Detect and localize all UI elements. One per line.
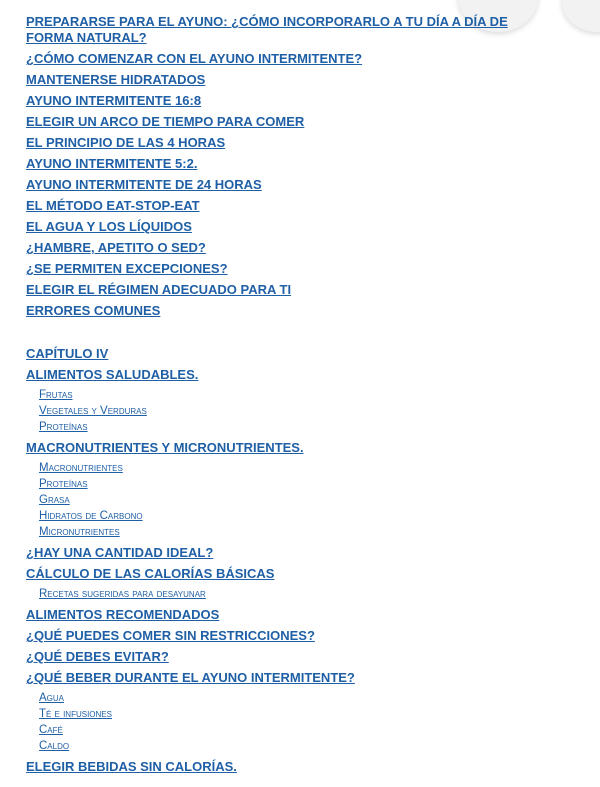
section-spacer [26,324,546,346]
toc-sublink-micronutrients[interactable]: Micronutrientes [39,526,120,538]
toc-link-preparing-fasting[interactable]: PREPARARSE PARA EL AYUNO: ¿CÓMO INCORPORARLO A TU DÍA A DÍA DE FORMA NATURAL? [26,14,508,45]
toc-link-how-to-start[interactable]: ¿CÓMO COMENZAR CON EL AYUNO INTERMITENTE? [26,51,363,66]
toc-link-water-liquids[interactable]: EL AGUA Y LOS LÍQUIDOS [26,219,192,234]
toc-link-hydration[interactable]: MANTENERSE HIDRATADOS [26,72,206,87]
toc-link-macro-micronutrients[interactable]: MACRONUTRIENTES Y MICRONUTRIENTES. [26,440,304,455]
toc-link-common-errors[interactable]: ERRORES COMUNES [26,303,161,318]
toc-link-what-to-drink[interactable]: ¿QUÉ BEBER DURANTE EL AYUNO INTERMITENTE? [26,670,355,685]
toc-link-recommended-foods[interactable]: ALIMENTOS RECOMENDADOS [26,607,220,622]
toc-sublink-macronutrients[interactable]: Macronutrientes [39,462,123,474]
toc-link-ideal-amount[interactable]: ¿HAY UNA CANTIDAD IDEAL? [26,545,214,560]
toc-link-choose-regime[interactable]: ELEGIR EL RÉGIMEN ADECUADO PARA TI [26,282,292,297]
toc-link-what-to-avoid[interactable]: ¿QUÉ DEBES EVITAR? [26,649,169,664]
toc-link-fasting-16-8[interactable]: AYUNO INTERMITENTE 16:8 [26,93,202,108]
toc-sublink-carbohydrates[interactable]: Hidratos de Carbono [39,510,143,522]
toc-link-fasting-24h[interactable]: AYUNO INTERMITENTE DE 24 HORAS [26,177,262,192]
toc-link-healthy-foods[interactable]: ALIMENTOS SALUDABLES. [26,367,199,382]
toc-sublink-proteins-2[interactable]: Proteínas [39,478,88,490]
table-of-contents [26,14,546,780]
toc-link-no-calorie-drinks[interactable]: ELEGIR BEBIDAS SIN CALORÍAS. [26,759,237,774]
toc-link-chapter-4[interactable]: CAPÍTULO IV [26,346,109,361]
toc-link-exceptions[interactable]: ¿SE PERMITEN EXCEPCIONES? [26,261,228,276]
toc-sublink-proteins[interactable]: Proteínas [39,421,88,433]
toc-link-no-restrictions[interactable]: ¿QUÉ PUEDES COMER SIN RESTRICCIONES? [26,628,315,643]
toc-link-basic-calories[interactable]: CÁLCULO DE LAS CALORÍAS BÁSICAS [26,566,275,581]
toc-link-eat-stop-eat[interactable]: EL MÉTODO EAT-STOP-EAT [26,198,200,213]
floating-menu-button[interactable] [562,0,600,32]
toc-sublink-water[interactable]: Agua [39,692,65,704]
toc-sublink-tea-infusions[interactable]: Té e infusiones [39,708,112,720]
toc-sublink-coffee[interactable]: Café [39,724,63,736]
toc-link-4-hours-principle[interactable]: EL PRINCIPIO DE LAS 4 HORAS [26,135,226,150]
toc-sublink-breakfast-recipes[interactable]: Recetas sugeridas para desayunar [39,588,206,600]
toc-link-hunger-appetite-thirst[interactable]: ¿HAMBRE, APETITO O SED? [26,240,206,255]
toc-sublink-vegetables[interactable]: Vegetales y Verduras [39,405,147,417]
toc-sublink-fat[interactable]: Grasa [39,494,70,506]
toc-sublink-fruits[interactable]: Frutas [39,389,73,401]
toc-link-fasting-5-2[interactable]: AYUNO INTERMITENTE 5:2. [26,156,198,171]
toc-sublink-broth[interactable]: Caldo [39,740,70,752]
toc-link-eating-window[interactable]: ELEGIR UN ARCO DE TIEMPO PARA COMER [26,114,305,129]
